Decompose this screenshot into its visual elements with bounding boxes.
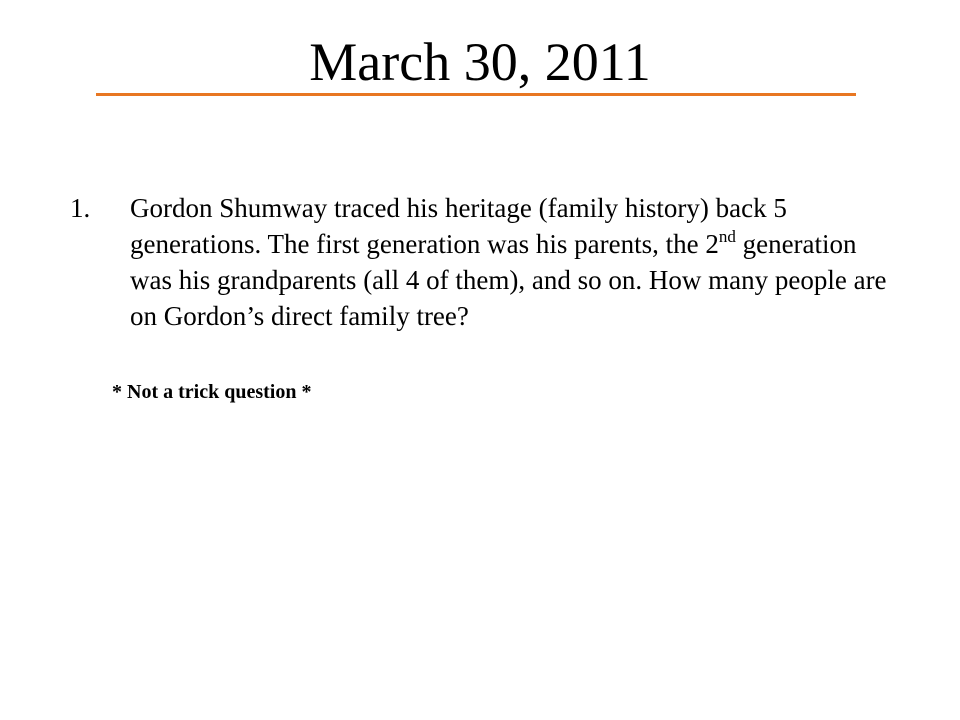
question-text xyxy=(130,190,900,334)
title-underline xyxy=(96,93,856,96)
question-number: 1. xyxy=(70,193,91,223)
question-text-part2: generation was his grandparents (all 4 of them), and so on. How many people are on Gordon’s direct family tree? xyxy=(130,229,887,331)
question-superscript: nd xyxy=(718,227,736,246)
slide-title: March 30, 2011 xyxy=(309,32,651,92)
question-text-part1: Gordon Shumway traced his heritage (family history) back 5 generations. The first generation was his parents, the 2 xyxy=(130,193,787,259)
question-item xyxy=(70,190,900,334)
trick-note: * Not a trick question * xyxy=(112,381,312,403)
